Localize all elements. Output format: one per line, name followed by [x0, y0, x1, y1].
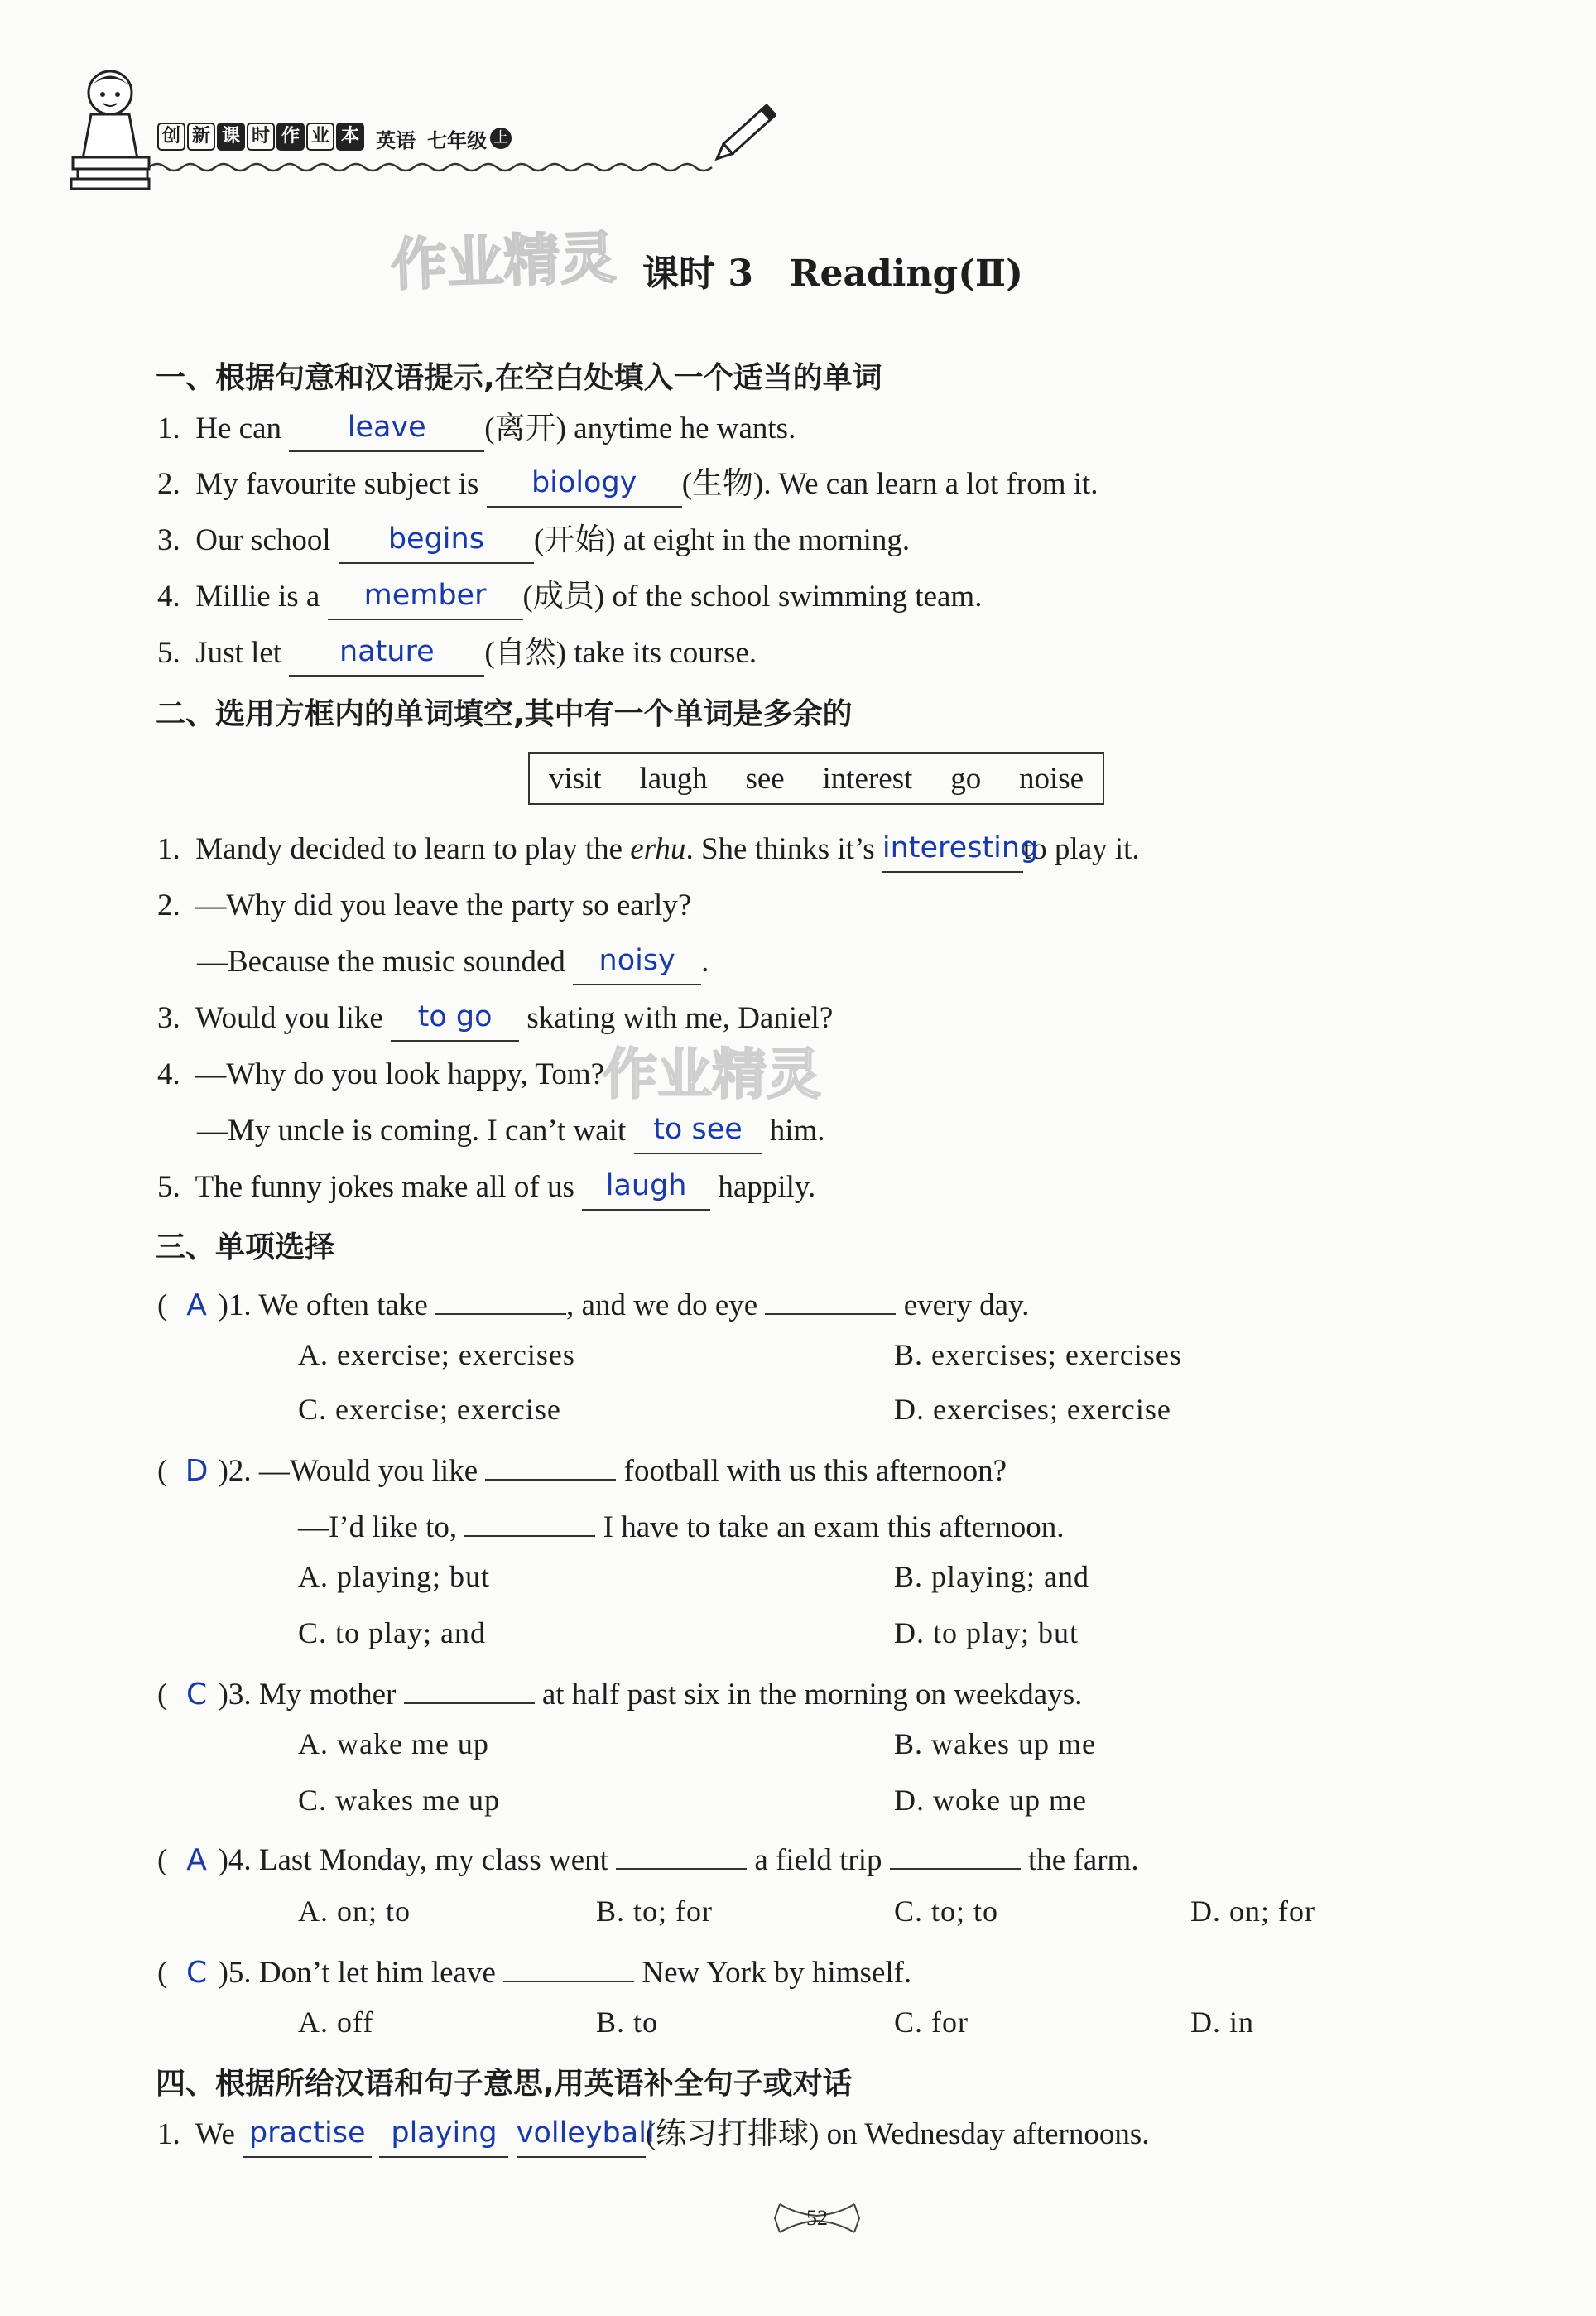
header-brand — [157, 123, 512, 153]
mc-answer[interactable]: D — [185, 1454, 209, 1488]
mc-option[interactable]: D. in — [1190, 2005, 1254, 2039]
mc-option[interactable]: A. on; to — [298, 1895, 411, 1928]
s2-item-2-line1: 2. —Why did you leave the party so early? — [157, 888, 692, 922]
section2-heading: 二、选用方框内的单词填空,其中有一个单词是多余的 — [156, 697, 853, 731]
word-box-item: laugh — [639, 761, 708, 796]
watermark: 作业精灵 — [389, 225, 618, 299]
answer-blank[interactable]: volleyball — [517, 2120, 646, 2158]
mc-option[interactable]: B. wakes up me — [894, 1727, 1096, 1760]
mc-option[interactable]: B. exercises; exercises — [894, 1338, 1182, 1371]
header-volume: 上 — [490, 128, 512, 149]
mc-option[interactable]: C. exercise; exercise — [298, 1393, 561, 1426]
word-box-item: go — [950, 761, 982, 796]
mc-option[interactable]: D. on; for — [1190, 1895, 1315, 1928]
answer-blank[interactable]: to see — [634, 1116, 762, 1154]
blank-rule — [616, 1835, 747, 1870]
s2-item-3: 3. Would you like to go skating with me, Daniel? — [157, 999, 833, 1042]
s2-item-1: 1. Mandy decided to learn to play the erhu. She thinks it’s interestingto play it. — [157, 830, 1140, 873]
mc-option[interactable]: C. to play; and — [298, 1616, 486, 1649]
s1-item-2: 2. My favourite subject is biology (生物). We can learn a lot from it. — [157, 465, 1098, 508]
answer-blank[interactable]: begins — [339, 526, 534, 564]
section4-heading: 四、根据所给汉语和句子意思,用英语补全句子或对话 — [156, 2067, 853, 2101]
answer-blank[interactable]: noisy — [573, 947, 701, 985]
s2-item-2-line2: —Because the music sounded noisy . — [197, 942, 709, 985]
mc-option[interactable]: D. woke up me — [894, 1784, 1087, 1817]
mc-option[interactable]: B. to; for — [596, 1895, 713, 1928]
word-box-item: see — [745, 761, 785, 796]
header-grade: 七年级 — [427, 128, 487, 152]
watermark-small: 作业精灵 — [603, 1042, 821, 1106]
answer-blank[interactable]: playing — [379, 2120, 508, 2158]
brand-char: 时 — [247, 123, 275, 151]
mc-option[interactable]: C. to; to — [894, 1895, 999, 1928]
mc-answer[interactable]: A — [186, 1843, 207, 1877]
mc-question-2: ( D )2. —Would you like football with us this afternoon? — [157, 1446, 1007, 1491]
answer-blank[interactable]: interesting — [882, 835, 1023, 873]
s1-item-3: 3. Our school begins (开始) at eight in the morning. — [157, 521, 910, 564]
mc-answer[interactable]: C — [186, 1956, 208, 1990]
blank-rule — [435, 1280, 566, 1315]
brand-char: 创 — [157, 123, 185, 151]
pencil-icon — [710, 98, 776, 172]
mc-option[interactable]: A. playing; but — [298, 1560, 490, 1593]
answer-blank[interactable]: member — [328, 582, 523, 620]
answer-blank[interactable]: nature — [289, 638, 484, 677]
s2-item-4-line2: —My uncle is coming. I can’t wait to see him. — [197, 1111, 825, 1154]
section3-heading: 三、单项选择 — [156, 1230, 335, 1264]
answer-blank[interactable]: to go — [391, 1004, 519, 1042]
answer-blank[interactable]: biology — [487, 469, 682, 508]
blank-rule — [485, 1446, 616, 1481]
s4-item-1: 1. We practise playing volleyball(练习打排球) on Wednesday afternoons. — [157, 2115, 1150, 2158]
s1-item-4: 4. Millie is a member (成员) of the school swimming team. — [157, 577, 982, 620]
s2-item-4-line1: 4. —Why do you look happy, Tom? — [157, 1057, 605, 1091]
s1-item-5: 5. Just let nature (自然) take its course. — [157, 633, 757, 677]
page-number: 52 — [806, 2206, 828, 2230]
blank-rule — [503, 1948, 634, 1982]
blank-rule — [890, 1835, 1021, 1870]
header-wavy-rule — [149, 159, 728, 176]
mc-option[interactable]: D. exercises; exercise — [894, 1393, 1171, 1426]
mc-question-2-line2: —I’d like to, I have to take an exam this afternoon. — [298, 1502, 1065, 1548]
mc-option[interactable]: A. exercise; exercises — [298, 1338, 575, 1371]
mc-option[interactable]: B. playing; and — [894, 1560, 1089, 1593]
mc-option[interactable]: A. off — [298, 2005, 374, 2039]
brand-char: 新 — [187, 123, 215, 151]
word-box-item: noise — [1018, 761, 1084, 796]
mc-option[interactable]: A. wake me up — [298, 1727, 489, 1760]
mc-answer[interactable]: A — [186, 1288, 207, 1322]
lesson-title: 课时 3 Reading(Ⅱ) — [642, 253, 1023, 295]
header-mascot — [65, 60, 156, 192]
s2-item-5: 5. The funny jokes make all of us laugh happily. — [157, 1168, 815, 1211]
mc-option[interactable]: C. for — [894, 2005, 969, 2039]
blank-rule — [464, 1502, 595, 1537]
mc-option[interactable]: D. to play; but — [894, 1616, 1079, 1649]
word-box — [528, 752, 1104, 805]
brand-char: 作 — [276, 123, 305, 151]
s1-item-1: 1. He can leave (离开) anytime he wants. — [157, 409, 796, 452]
mc-question-5: ( C )5. Don’t let him leave New York by himself. — [157, 1948, 911, 1993]
word-box-item: interest — [822, 761, 913, 796]
blank-rule — [404, 1669, 535, 1704]
mc-option[interactable]: C. wakes me up — [298, 1784, 500, 1817]
word-box-item: visit — [548, 761, 602, 796]
answer-blank[interactable]: practise — [243, 2120, 372, 2158]
answer-blank[interactable]: laugh — [582, 1172, 710, 1211]
brand-char: 本 — [336, 123, 364, 151]
section1-heading: 一、根据句意和汉语提示,在空白处填入一个适当的单词 — [156, 361, 882, 395]
mc-question-3: ( C )3. My mother at half past six in the morning on weekdays. — [157, 1669, 1082, 1715]
brand-char: 课 — [217, 123, 245, 151]
answer-blank[interactable]: leave — [289, 414, 484, 452]
mc-option[interactable]: B. to — [596, 2005, 659, 2039]
blank-rule — [765, 1280, 896, 1315]
header-subject: 英语 — [376, 128, 416, 152]
mc-question-1: ( A )1. We often take , and we do eye every day. — [157, 1280, 1029, 1326]
mc-question-4: ( A )4. Last Monday, my class went a field trip the farm. — [157, 1835, 1139, 1880]
mc-answer[interactable]: C — [186, 1678, 208, 1712]
brand-char: 业 — [306, 123, 334, 151]
